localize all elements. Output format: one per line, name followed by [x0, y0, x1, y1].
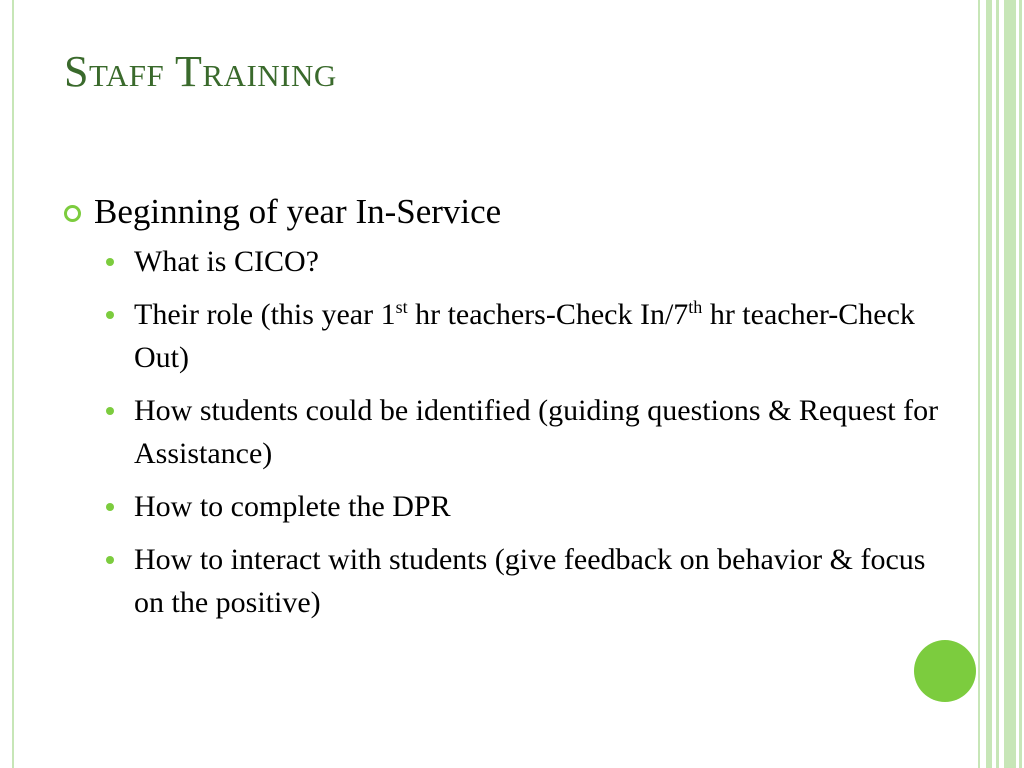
list-item	[106, 240, 944, 283]
list-item	[106, 538, 944, 624]
list-item-text: How to interact with students (give feedback on behavior & focus on the positive)	[134, 543, 926, 619]
slide-content	[64, 190, 944, 634]
dot-bullet-icon	[106, 407, 114, 415]
list-item-text-part: hr teachers-Check In/7	[407, 298, 689, 331]
main-bullet-text: Beginning of year In-Service	[94, 192, 502, 231]
list-item-text-part: hr teacher-Check Out)	[134, 298, 915, 374]
dot-bullet-icon	[106, 556, 114, 564]
frame-line-left	[12, 0, 14, 768]
main-bullet	[64, 190, 944, 234]
decor-stripe	[1019, 0, 1022, 768]
list-item-text: How students could be identified (guiding questions & Request for Assistance)	[134, 394, 939, 470]
slide-title: Staff Training	[64, 47, 337, 96]
decor-stripe	[986, 0, 992, 768]
dot-bullet-icon	[106, 258, 114, 266]
list-item	[106, 485, 944, 528]
list-item	[106, 293, 944, 379]
dot-bullet-icon	[106, 503, 114, 511]
list-item-text: What is CICO?	[134, 245, 319, 278]
list-item-text-part: Their role (this year 1	[134, 298, 396, 331]
decor-circle	[914, 640, 976, 702]
superscript: st	[395, 297, 408, 317]
dot-bullet-icon	[106, 311, 114, 319]
superscript: th	[688, 297, 703, 317]
list-item-text: How to complete the DPR	[134, 490, 451, 523]
decor-stripe	[996, 0, 999, 768]
ring-bullet-icon	[64, 205, 81, 222]
decor-stripe	[978, 0, 980, 768]
list-item	[106, 389, 944, 475]
decor-stripe	[1004, 0, 1016, 768]
sub-bullet-list	[106, 240, 944, 624]
